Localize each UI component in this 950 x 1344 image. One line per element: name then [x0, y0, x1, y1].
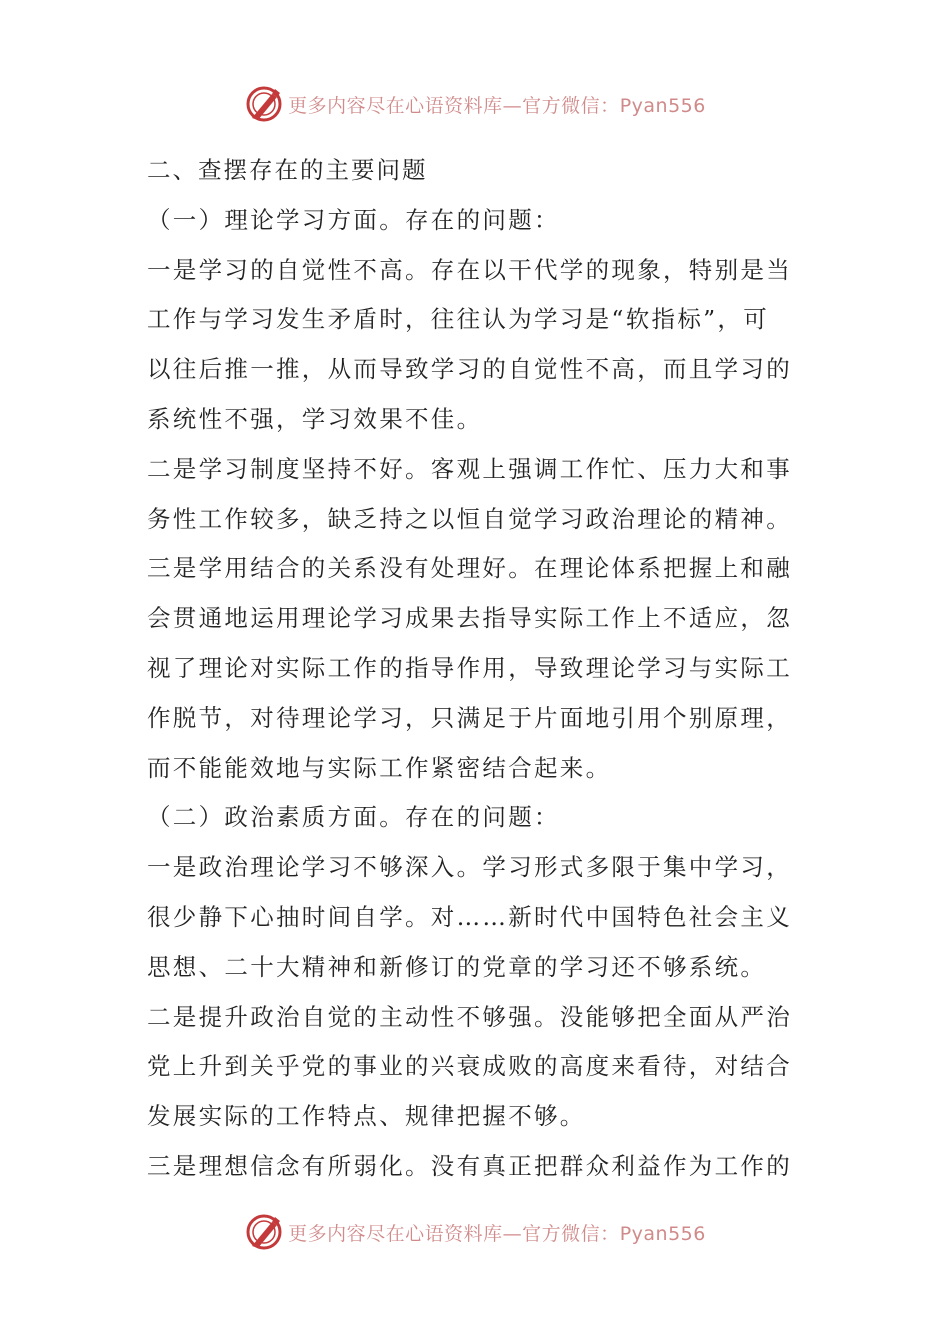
- text-line: 务性工作较多，缺乏持之以恒自觉学习政治理论的精神。: [147, 504, 792, 533]
- header-watermark-banner: [0, 82, 950, 126]
- document-body: [147, 146, 807, 1192]
- text-line: 系统性不强，学习效果不佳。: [147, 404, 483, 433]
- pen-logo-icon: [244, 84, 284, 124]
- banner-text: [288, 1219, 706, 1246]
- text-line: 党上升到关乎党的事业的兴衰成败的高度来看待，对结合: [147, 1052, 792, 1081]
- text-line: 作脱节，对待理论学习，只满足于片面地引用个别原理，: [147, 703, 792, 732]
- banner-wechat-id: Pyan556: [619, 1222, 706, 1245]
- banner-wechat-id: Pyan556: [619, 94, 706, 117]
- banner-text: [288, 91, 706, 118]
- text-line: 而不能能效地与实际工作紧密结合起来。: [147, 753, 612, 782]
- text-line: 一是学习的自觉性不高。存在以干代学的现象，特别是当: [147, 255, 792, 284]
- text-line: 视了理论对实际工作的指导作用，导致理论学习与实际工: [147, 653, 792, 682]
- text-line: 工作与学习发生矛盾时，往往认为学习是“软指标”，可: [147, 305, 770, 334]
- text-line: 发展实际的工作特点、规律把握不够。: [147, 1102, 586, 1131]
- footer-watermark-banner: [0, 1210, 950, 1254]
- text-line: 很少静下心抽时间自学。对……新时代中国特色社会主义: [147, 902, 792, 931]
- text-line: 一是政治理论学习不够深入。学习形式多限于集中学习，: [147, 853, 792, 882]
- banner-label: 官方微信：: [522, 1222, 620, 1245]
- banner-label: 官方微信：: [522, 94, 620, 117]
- text-line: 三是学用结合的关系没有处理好。在理论体系把握上和融: [147, 554, 792, 583]
- banner-dash: —: [502, 1222, 523, 1245]
- text-line: 二是提升政治自觉的主动性不够强。没能够把全面从严治: [147, 1002, 792, 1031]
- pen-logo-icon: [244, 1212, 284, 1252]
- banner-dash: —: [502, 94, 523, 117]
- text-line: 二是学习制度坚持不好。客观上强调工作忙、压力大和事: [147, 454, 792, 483]
- text-line: 思想、二十大精神和新修订的党章的学习还不够系统。: [147, 952, 767, 981]
- subsection-heading: （二）政治素质方面。存在的问题：: [147, 803, 560, 832]
- banner-main-text: 更多内容尽在心语资料库: [288, 94, 503, 117]
- text-line: 以往后推一推，从而导致学习的自觉性不高，而且学习的: [147, 355, 792, 384]
- text-line: 会贯通地运用理论学习成果去指导实际工作上不适应，忽: [147, 604, 792, 633]
- text-line: 三是理想信念有所弱化。没有真正把群众利益作为工作的: [147, 1151, 792, 1180]
- section-heading: 二、查摆存在的主要问题: [147, 156, 428, 184]
- subsection-heading: （一）理论学习方面。存在的问题：: [147, 205, 560, 234]
- banner-main-text: 更多内容尽在心语资料库: [288, 1222, 503, 1245]
